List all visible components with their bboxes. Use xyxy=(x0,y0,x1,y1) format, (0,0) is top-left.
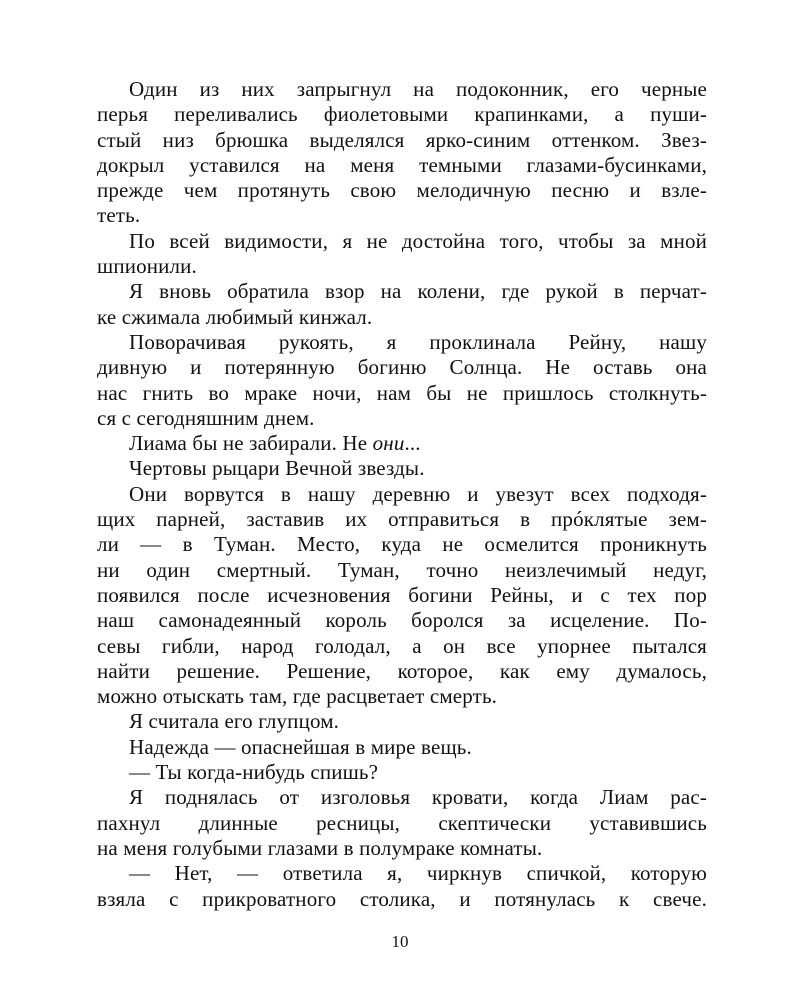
text-fragment: Лиама бы не забирали. Не xyxy=(129,431,373,456)
text-line: ся с сегодняшним днем. xyxy=(97,405,315,430)
text-line: По всей видимости, я не достойна того, чтобы за мной xyxy=(129,228,707,253)
text-line: ли — в Туман. Место, куда не осмелится проникнуть xyxy=(97,532,707,557)
text-line-italic xyxy=(97,431,707,456)
text-line: Один из них запрыгнул на подоконник, его черные xyxy=(129,77,707,101)
text-line: теть. xyxy=(97,203,141,228)
ellipsis: ... xyxy=(404,431,421,456)
text-line: наш самонадеянный король боролся за исцеление. По- xyxy=(97,608,707,633)
text-line: севы гибли, народ голодал, а он все упорнее пытался xyxy=(97,633,707,658)
text-line: докрыл уставился на меня темными глазами-бусинками, xyxy=(97,152,707,177)
text-line: Я считала его глупцом. xyxy=(129,709,340,734)
text-line: Надежда — опаснейшая в мире вещь. xyxy=(129,734,472,759)
text-line: дивную и потерянную богиню Солнца. Не оставь она xyxy=(97,355,707,380)
text-line: шпионили. xyxy=(97,254,197,279)
text-line: пахнул длинные ресницы, скептически уставившись xyxy=(97,810,707,835)
text-line: Поворачивая рукоять, я проклинала Рейну, нашу xyxy=(129,329,707,354)
text-line: найти решение. Решение, которое, как ему думалось, xyxy=(97,658,707,683)
text-line: Чертовы рыцари Вечной звезды. xyxy=(129,456,425,481)
dialogue-line: — Ты когда-нибудь спишь? xyxy=(129,760,379,785)
text-line: Я поднялась от изголовья кровати, когда Лиам рас- xyxy=(129,785,707,810)
text-line: появился после исчезновения богини Рейны, и с тех пор xyxy=(97,582,707,607)
text-line: Я вновь обратила взор на колени, где рукой в перчат- xyxy=(129,279,707,304)
text-line: ке сжимала любимый кинжал. xyxy=(97,304,373,329)
text-line: Они ворвутся в нашу деревню и увезут всех подходя- xyxy=(129,481,707,506)
text-line: щих парней, заставив их отправиться в прóклятые зем- xyxy=(97,507,707,532)
text-line: стый низ брюшка выделялся ярко-синим оттенком. Звез- xyxy=(97,127,707,152)
book-page-body xyxy=(97,77,707,912)
text-line: прежде чем протянуть свою мелодичную песню и взле- xyxy=(97,178,707,203)
text-line: нас гнить во мраке ночи, нам бы не пришлось столкнуть- xyxy=(97,380,707,405)
text-line: ни один смертный. Туман, точно неизлечимый недуг, xyxy=(97,557,707,582)
text-line: на меня голубыми глазами в полумраке комнаты. xyxy=(97,835,543,860)
italic-word: они xyxy=(372,431,405,456)
text-line: можно отыскать там, где расцветает смерть. xyxy=(97,684,498,709)
text-line: взяла с прикроватного столика, и потянулась к свече. xyxy=(97,886,707,911)
page-number: 10 xyxy=(391,932,409,951)
text-line: перья переливались фиолетовыми крапинками, а пуши- xyxy=(97,102,707,127)
dialogue-line: — Нет, — ответила я, чиркнув спичкой, которую xyxy=(129,861,707,886)
